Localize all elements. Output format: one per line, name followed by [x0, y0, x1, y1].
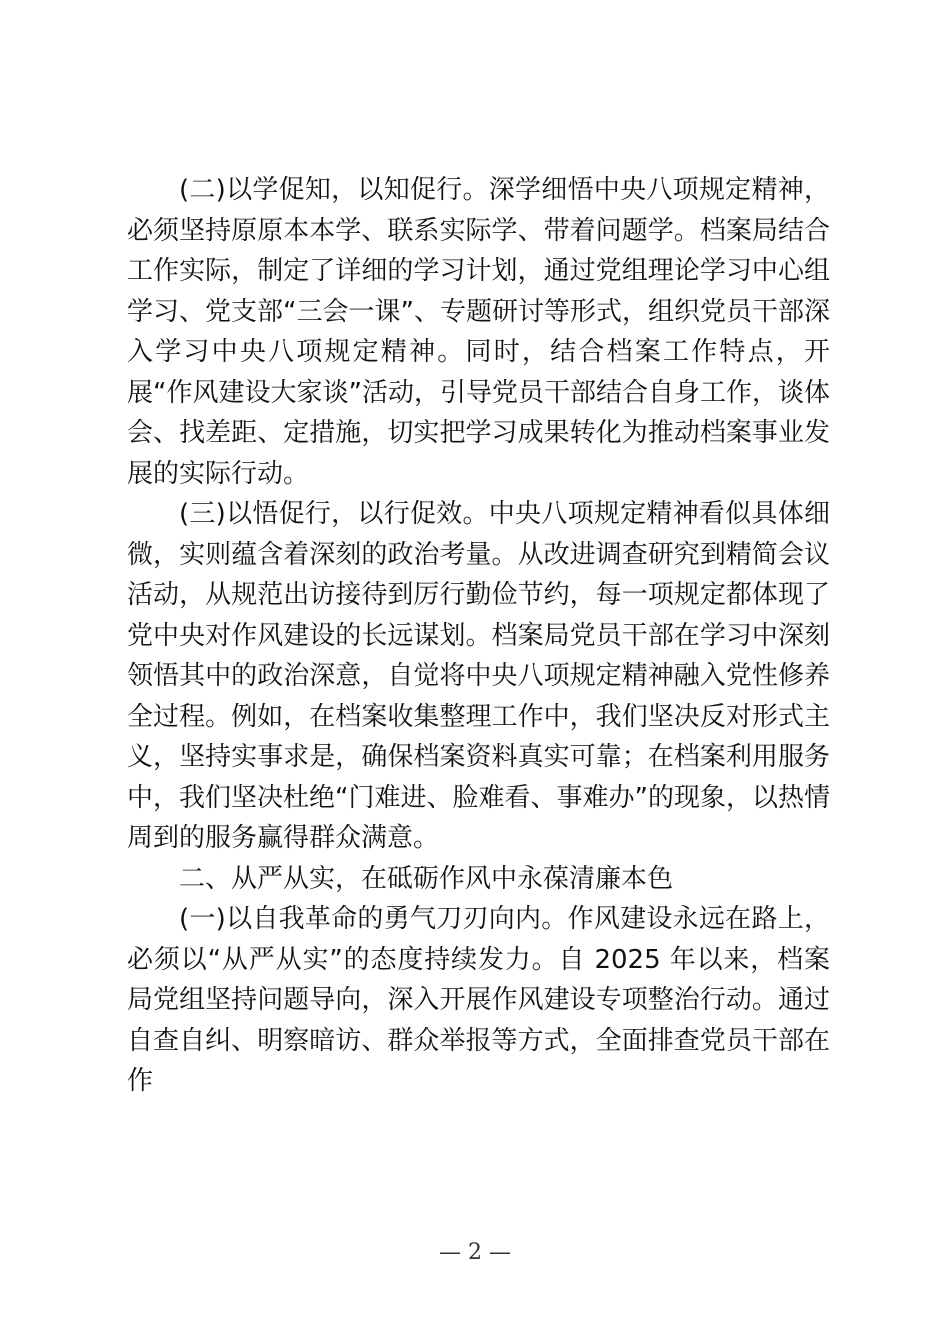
- paragraph-understand-promote-action: (三)以悟促行，以行促效。中央八项规定精神看似具体细微，实则蕴含着深刻的政治考量。从改进调查研究到精简会议活动，从规范出访接待到厉行勤俭节约，每一项规定都体现了党中央对作风建设的长远谋划。档案局党员干部在学习中深刻领悟其中的政治深意，自觉将中央八项规定精神融入党性修养全过程。例如，在档案收集整理工作中，我们坚决反对形式主义，坚持实事求是，确保档案资料真实可靠；在档案利用服务中，我们坚决杜绝“门难进、脸难看、事难办”的现象，以热情周到的服务赢得群众满意。: [127, 499, 830, 853]
- section-heading-strict-practical: 二、从严从实，在砥砺作风中永葆清廉本色: [179, 863, 674, 894]
- paragraph-self-revolution: (一)以自我革命的勇气刀刃向内。作风建设永远在路上，必须以“从严从实”的态度持续发力。自 2025 年以来，档案局党组坚持问题导向，深入开展作风建设专项整治行动。通过自查自纠、明察暗访、群众举报等方式，全面排查党员干部在作: [127, 904, 830, 1096]
- paragraph-study-promote-knowledge: (二)以学促知，以知促行。深学细悟中央八项规定精神，必须坚持原原本本学、联系实际学、带着问题学。档案局结合工作实际，制定了详细的学习计划，通过党组理论学习中心组学习、党支部“三会一课”、专题研讨等形式，组织党员干部深入学习中央八项规定精神。同时，结合档案工作特点，开展“作风建设大家谈”活动，引导党员干部结合自身工作，谈体会、找差距、定措施，切实把学习成果转化为推动档案事业发展的实际行动。: [127, 175, 830, 489]
- document-body: [127, 170, 830, 1102]
- page-number: — 2 —: [439, 1240, 511, 1265]
